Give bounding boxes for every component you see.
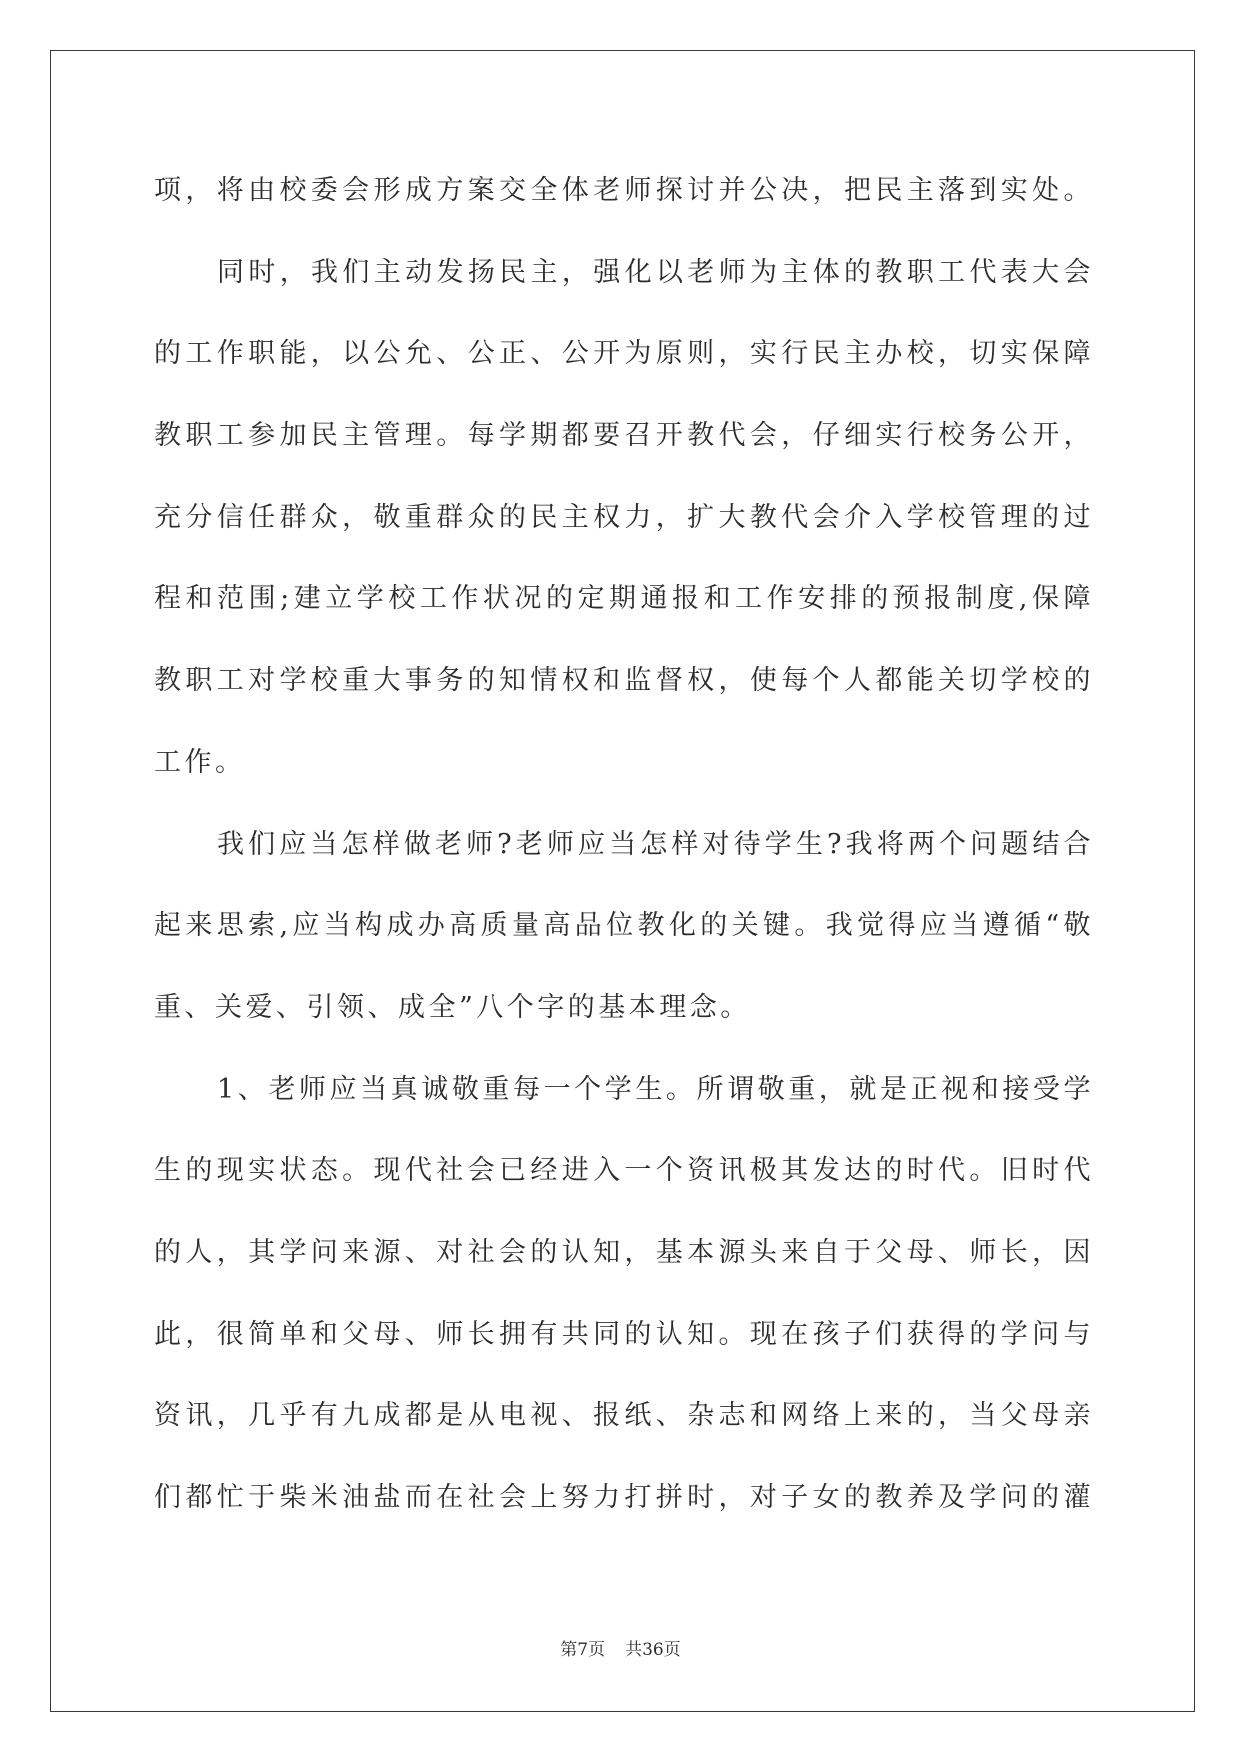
text-line: 程和范围;建立学校工作状况的定期通报和工作安排的预报制度,保障: [154, 583, 1094, 615]
paragraph: [154, 232, 1094, 804]
text-line: 的工作职能，以公允、公正、公开为原则，实行民主办校，切实保障: [154, 338, 1094, 370]
text-line: 工作。: [154, 746, 246, 778]
text-line: 教职工参加民主管理。每学期都要召开教代会，仔细实行校务公开，: [154, 420, 1094, 452]
text-line: 们都忙于柴米油盐而在社会上努力打拼时，对子女的教养及学问的灌: [154, 1482, 1094, 1513]
page-number: 第7页: [560, 1640, 606, 1660]
text-line: 项，将由校委会形成方案交全体老师探讨并公决，把民主落到实处。: [154, 175, 1094, 206]
paragraph: [154, 150, 1094, 232]
text-line: 1、老师应当真诚敬重每一个学生。所谓敬重，就是正视和接受学: [217, 1073, 1094, 1105]
text-line: 起来思索,应当构成办高质量高品位教化的关键。我觉得应当遵循“敬: [154, 910, 1094, 942]
page-footer: [0, 1636, 1241, 1664]
paragraph: [154, 1049, 1094, 1539]
text-line: 的人，其学问来源、对社会的认知，基本源头来自于父母、师长，因: [154, 1236, 1094, 1268]
text-line: 同时，我们主动发扬民主，强化以老师为主体的教职工代表大会: [217, 256, 1094, 288]
text-line: 生的现实状态。现代社会已经进入一个资讯极其发达的时代。旧时代: [154, 1155, 1094, 1187]
text-line: 资讯，几乎有九成都是从电视、报纸、杂志和网络上来的，当父母亲: [154, 1400, 1094, 1432]
text-line: 充分信任群众，敬重群众的民主权力，扩大教代会介入学校管理的过: [154, 501, 1094, 533]
text-line: 重、关爱、引领、成全”八个字的基本理念。: [154, 991, 751, 1023]
text-line: 我们应当怎样做老师?老师应当怎样对待学生?我将两个问题结合: [217, 828, 1094, 860]
paragraph: [154, 804, 1094, 1049]
document-body: [154, 150, 1094, 1539]
text-line: 教职工对学校重大事务的知情权和监督权，使每个人都能关切学校的: [154, 665, 1094, 697]
page-total: 共36页: [625, 1640, 681, 1660]
text-line: 此，很简单和父母、师长拥有共同的认知。现在孩子们获得的学问与: [154, 1318, 1094, 1350]
